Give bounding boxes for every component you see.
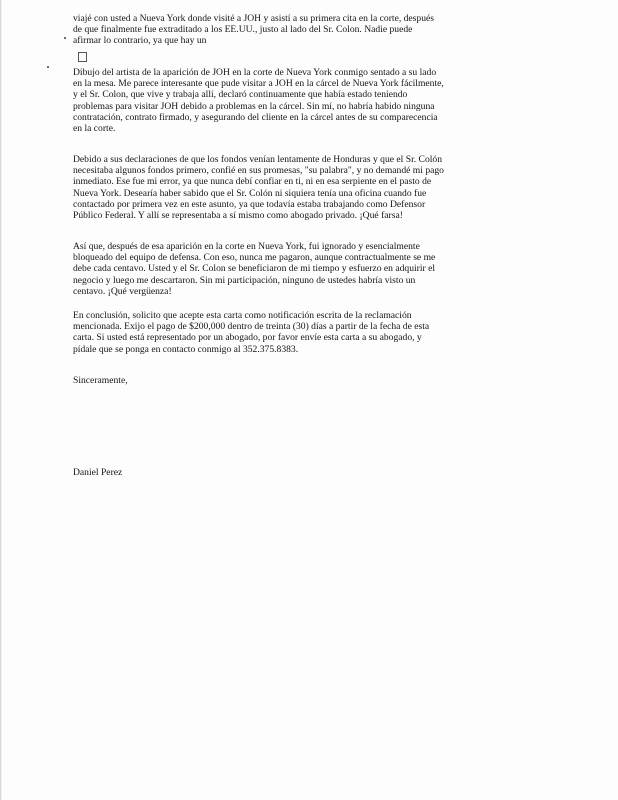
- paragraph-line: inmediato. Ese fue mi error, ya que nunca debí confiar en ti, ni en esa serpiente en el pasto de: [73, 176, 432, 188]
- paragraph-3: [73, 154, 485, 221]
- scan-speck: [64, 37, 66, 39]
- paragraph-line: y el Sr. Colon, que vive y trabaja allí, declaró continuamente que había estado teniendo: [73, 89, 408, 101]
- missing-image-placeholder-icon: [78, 52, 87, 62]
- paragraph-line: centavo. ¡Qué vergüenza!: [73, 285, 172, 297]
- signature-name: Daniel Perez: [73, 467, 123, 478]
- paragraph-line: en la corte.: [73, 123, 116, 135]
- paragraph-line: pídale que se ponga en contacto conmigo al 352.375.8383.: [73, 343, 299, 355]
- paragraph-line: viajé con usted a Nueva York donde visité a JOH y asistí a su primera cita en la corte, después: [73, 13, 435, 24]
- paragraph-line: afirmar lo contrario, ya que hay un: [73, 35, 207, 47]
- paragraph-line: en la mesa. Me parece interesante que pude visitar a JOH en la cárcel de Nueva York fácilmente,: [73, 78, 444, 90]
- paragraph-4: [73, 241, 485, 297]
- paragraph-line: mencionada. Exijo el pago de $200,000 dentro de treinta (30) días a partir de la fecha de esta: [73, 321, 430, 333]
- paragraph-line: Público Federal. Y allí se representaba a sí mismo como abogado privado. ¡Qué farsa!: [73, 210, 403, 222]
- paragraph-line: problemas para visitar JOH debido a problemas en la cárcel. Sin mí, no habría habido ninguna: [73, 100, 435, 112]
- paragraph-line: necesitaba algunos fondos primero, confié en sus promesas, "su palabra", y no demandé mi pago: [73, 165, 444, 177]
- scan-speck: [47, 66, 49, 68]
- paragraph-1: [73, 13, 485, 47]
- paragraph-line: Nueva York. Desearía haber sabido que el Sr. Colón ni siquiera tenía una oficina cuando fue: [73, 187, 427, 199]
- paragraph-line: En conclusión, solicito que acepte esta carta como notificación escrita de la reclamación: [73, 310, 412, 321]
- paragraph-line: carta. Si usted está representado por un abogado, por favor envíe esta carta a su abogado, y: [73, 332, 422, 344]
- paragraph-line: de que finalmente fue extraditado a los EE.UU., justo al lado del Sr. Colon. Nadie puede: [73, 24, 413, 36]
- paragraph-5: [73, 310, 485, 355]
- paragraph-2: [73, 67, 485, 134]
- scan-edge-shadow: [0, 0, 2, 800]
- paragraph-line: debe cada centavo. Usted y el Sr. Colon se beneficiaron de mi tiempo y esfuerzo en adquirir el: [73, 263, 436, 275]
- closing-salutation: Sinceramente,: [73, 375, 128, 386]
- paragraph-line: negocio y luego me descartaron. Sin mi participación, ninguno de ustedes habría visto un: [73, 274, 416, 286]
- paragraph-line: contactado por primera vez en este asunto, ya que todavía estaba trabajando como Defensor: [73, 198, 426, 210]
- paragraph-line: Dibujo del artista de la aparición de JOH en la corte de Nueva York conmigo sentado a su lado: [73, 67, 437, 78]
- paragraph-line: Debido a sus declaraciones de que los fondos venían lentamente de Honduras y que el Sr. Colón: [73, 154, 442, 165]
- paragraph-line: contratación, contrato firmado, y asegurando del cliente en la cárcel antes de su comparecencia: [73, 111, 438, 123]
- paragraph-line: Así que, después de esa aparición en la corte en Nueva York, fui ignorado y esencialmente: [73, 241, 420, 252]
- paragraph-line: bloqueado del equipo de defensa. Con eso, nunca me pagaron, aunque contractualmente se me: [73, 252, 436, 264]
